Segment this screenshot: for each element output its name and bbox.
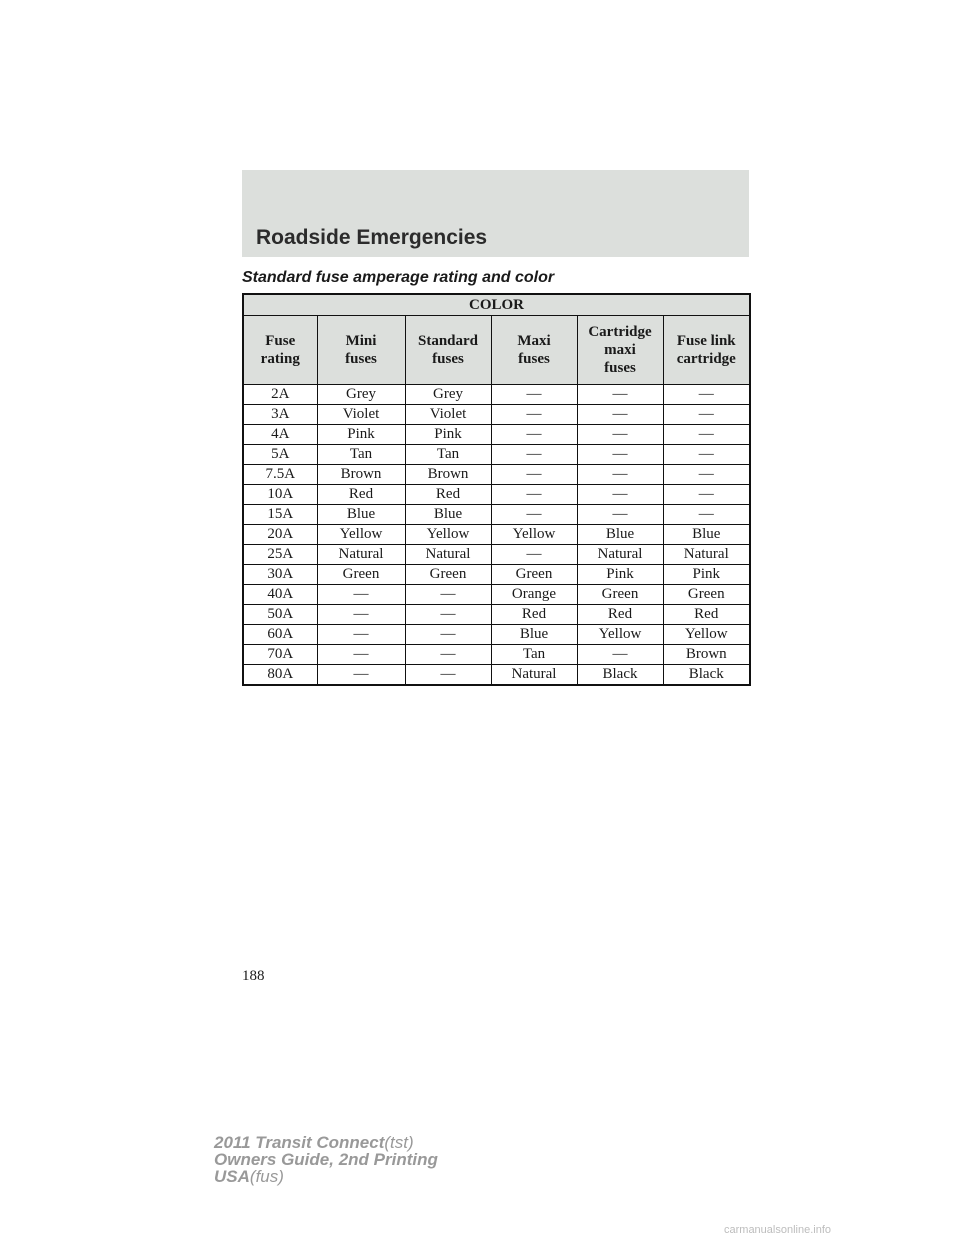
table-cell: Pink — [405, 425, 491, 445]
table-group-header: COLOR — [243, 294, 750, 316]
section-title: Roadside Emergencies — [256, 226, 488, 249]
table-cell: Violet — [317, 405, 405, 425]
table-cell: — — [663, 425, 750, 445]
table-row — [243, 465, 750, 485]
table-cell: — — [491, 405, 577, 425]
table-cell: — — [317, 605, 405, 625]
table-cell: Yellow — [317, 525, 405, 545]
table-cell: — — [491, 465, 577, 485]
table-cell: — — [577, 445, 663, 465]
table-cell: — — [663, 465, 750, 485]
table-cell: Brown — [405, 465, 491, 485]
table-cell: Natural — [317, 545, 405, 565]
table-cell: 7.5A — [243, 465, 317, 485]
table-cell: 5A — [243, 445, 317, 465]
table-cell: Red — [317, 485, 405, 505]
table-cell: — — [577, 645, 663, 665]
table-cell: Pink — [317, 425, 405, 445]
table-cell: Blue — [577, 525, 663, 545]
table-cell: 3A — [243, 405, 317, 425]
table-cell: Tan — [317, 445, 405, 465]
table-cell: — — [663, 405, 750, 425]
table-cell: Yellow — [405, 525, 491, 545]
table-cell: Natural — [491, 665, 577, 686]
table-cell: — — [491, 445, 577, 465]
table-cell: Blue — [491, 625, 577, 645]
table-cell: — — [491, 505, 577, 525]
table-cell: 2A — [243, 385, 317, 405]
table-cell: Green — [577, 585, 663, 605]
footer-line-1 — [214, 1134, 438, 1151]
table-cell: — — [663, 385, 750, 405]
footer-edition: Owners Guide, 2nd Printing — [214, 1150, 438, 1169]
table-cell: — — [663, 445, 750, 465]
table-row — [243, 385, 750, 405]
footer-market: USA — [214, 1167, 250, 1186]
table-cell: Violet — [405, 405, 491, 425]
table-row — [243, 585, 750, 605]
table-row — [243, 645, 750, 665]
table-cell: Yellow — [577, 625, 663, 645]
table-cell: Pink — [577, 565, 663, 585]
table-row — [243, 665, 750, 686]
table-row — [243, 545, 750, 565]
table-cell: Natural — [405, 545, 491, 565]
table-cell: Blue — [405, 505, 491, 525]
table-cell: — — [577, 505, 663, 525]
column-header-cartridge-maxi-fuses: Cartridge maxi fuses — [577, 316, 663, 385]
watermark: carmanualsonline.info — [724, 1224, 832, 1236]
table-cell: Yellow — [491, 525, 577, 545]
table-row — [243, 485, 750, 505]
table-cell: — — [405, 605, 491, 625]
table-cell: 4A — [243, 425, 317, 445]
table-cell: Green — [663, 585, 750, 605]
footer-model-code: (tst) — [384, 1133, 414, 1152]
table-cell: Grey — [405, 385, 491, 405]
table-cell: Orange — [491, 585, 577, 605]
table-cell: — — [577, 465, 663, 485]
footer-line-3 — [214, 1168, 438, 1185]
footer-line-2 — [214, 1151, 438, 1168]
table-cell: 15A — [243, 505, 317, 525]
table-cell: — — [317, 585, 405, 605]
table-cell: — — [577, 485, 663, 505]
table-cell: Tan — [491, 645, 577, 665]
table-row — [243, 565, 750, 585]
table-cell: Grey — [317, 385, 405, 405]
table-cell: Red — [405, 485, 491, 505]
fuse-color-table — [242, 293, 751, 686]
table-cell: Red — [577, 605, 663, 625]
footer-market-code: (fus) — [249, 1167, 284, 1186]
table-cell: Green — [317, 565, 405, 585]
table-cell: 30A — [243, 565, 317, 585]
table-cell: — — [491, 485, 577, 505]
table-cell: 10A — [243, 485, 317, 505]
column-header-mini-fuses: Mini fuses — [317, 316, 405, 385]
footer-model: 2011 Transit Connect — [214, 1133, 385, 1152]
column-header-standard-fuses: Standard fuses — [405, 316, 491, 385]
table-row — [243, 425, 750, 445]
table-row — [243, 605, 750, 625]
table-cell: — — [317, 665, 405, 686]
table-cell: — — [491, 385, 577, 405]
table-cell: Natural — [577, 545, 663, 565]
table-cell: — — [491, 425, 577, 445]
table-cell: Black — [577, 665, 663, 686]
table-cell: Red — [663, 605, 750, 625]
table-cell: 80A — [243, 665, 317, 686]
column-header-fuse-link-cartridge: Fuse link cartridge — [663, 316, 750, 385]
table-cell: 70A — [243, 645, 317, 665]
table-cell: — — [577, 385, 663, 405]
table-cell: — — [663, 505, 750, 525]
table-cell: 25A — [243, 545, 317, 565]
table-cell: 50A — [243, 605, 317, 625]
table-cell: — — [577, 405, 663, 425]
table-cell: — — [405, 625, 491, 645]
table-cell: Blue — [663, 525, 750, 545]
table-cell: Brown — [663, 645, 750, 665]
table-caption: Standard fuse amperage rating and color — [242, 269, 555, 286]
table-body — [243, 385, 750, 686]
table-cell: Blue — [317, 505, 405, 525]
column-header-maxi-fuses: Maxi fuses — [491, 316, 577, 385]
table-cell: — — [317, 625, 405, 645]
table-cell: Red — [491, 605, 577, 625]
table-cell: — — [663, 485, 750, 505]
table-cell: Green — [491, 565, 577, 585]
table-row — [243, 505, 750, 525]
table-cell: — — [491, 545, 577, 565]
table-cell: Yellow — [663, 625, 750, 645]
table-cell: Green — [405, 565, 491, 585]
column-header-fuse-rating: Fuse rating — [243, 316, 317, 385]
table-cell: Tan — [405, 445, 491, 465]
footer — [214, 1134, 438, 1185]
table-cell: — — [405, 585, 491, 605]
table-cell: — — [405, 645, 491, 665]
page-number: 188 — [242, 968, 265, 984]
table-cell: Brown — [317, 465, 405, 485]
table-row — [243, 525, 750, 545]
table-cell: 40A — [243, 585, 317, 605]
table-row — [243, 445, 750, 465]
table-row — [243, 405, 750, 425]
table-cell: Black — [663, 665, 750, 686]
table-cell: 60A — [243, 625, 317, 645]
table-cell: — — [317, 645, 405, 665]
table-cell: 20A — [243, 525, 317, 545]
table-cell: Pink — [663, 565, 750, 585]
table-cell: — — [577, 425, 663, 445]
table-row — [243, 625, 750, 645]
table-cell: — — [405, 665, 491, 686]
table-cell: Natural — [663, 545, 750, 565]
